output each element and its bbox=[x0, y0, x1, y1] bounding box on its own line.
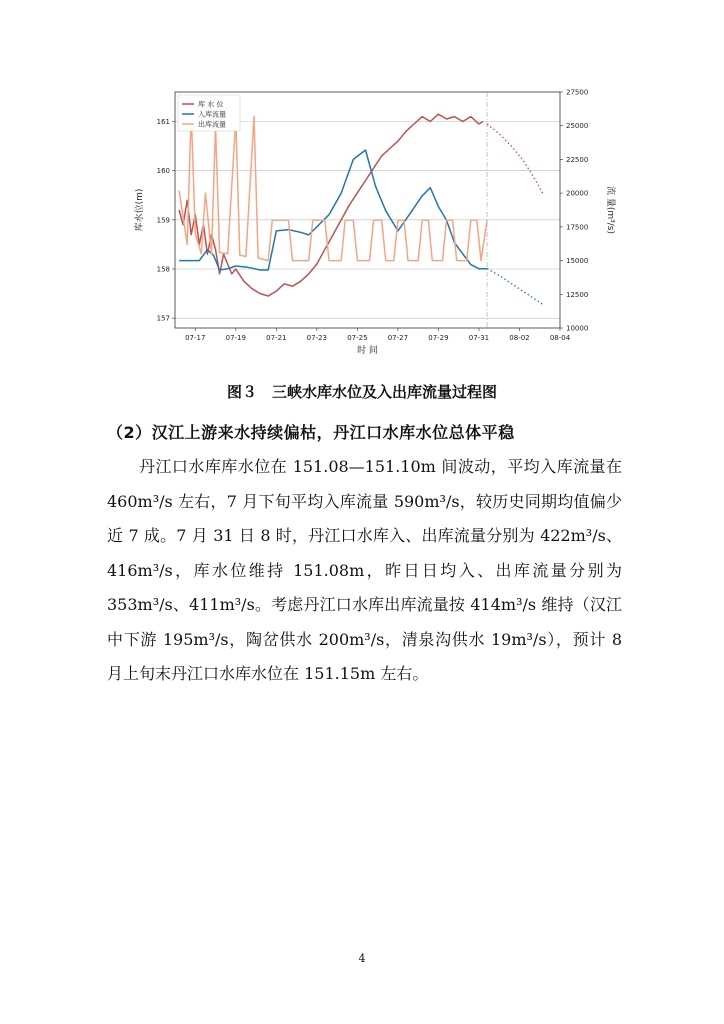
x-tick-label: 07-27 bbox=[387, 334, 409, 342]
right-tick-label: 15000 bbox=[566, 257, 589, 266]
series-line-2 bbox=[179, 112, 487, 260]
x-axis-title: 时 间 bbox=[357, 346, 378, 356]
right-tick-label: 22500 bbox=[566, 155, 589, 164]
page-number: 4 bbox=[358, 952, 366, 965]
right-tick-label: 27500 bbox=[566, 88, 589, 97]
x-tick-label: 07-23 bbox=[306, 334, 328, 342]
legend-label: 入库流量 bbox=[198, 110, 226, 119]
series-line-1 bbox=[179, 150, 487, 270]
chart-svg bbox=[130, 88, 615, 370]
legend-label: 出库流量 bbox=[198, 120, 226, 129]
left-tick-label: 157 bbox=[156, 314, 170, 323]
x-tick-label: 07-21 bbox=[266, 334, 287, 342]
section-heading: （2）汉江上游来水持续偏枯，丹江口水库水位总体平稳 bbox=[107, 423, 515, 442]
series-line-3 bbox=[487, 124, 544, 195]
right-tick-label: 20000 bbox=[566, 189, 589, 198]
x-tick-label: 08-04 bbox=[549, 334, 571, 342]
left-tick-label: 160 bbox=[156, 167, 170, 176]
x-tick-label: 07-29 bbox=[428, 334, 449, 342]
right-axis-title: 流 量(m³/s) bbox=[605, 186, 615, 234]
right-tick-label: 12500 bbox=[566, 290, 589, 299]
x-tick-label: 08-02 bbox=[509, 334, 530, 342]
x-tick-label: 07-19 bbox=[225, 334, 246, 342]
left-tick-label: 161 bbox=[156, 118, 170, 126]
right-tick-label: 25000 bbox=[566, 122, 589, 131]
right-tick-label: 17500 bbox=[566, 223, 589, 232]
legend-label: 库 水 位 bbox=[198, 100, 224, 109]
body-paragraph: 丹江口水库库水位在 151.08—151.10m 间波动，平均入库流量在 460m³/s 左右，7 月下旬平均入库流量 590m³/s，较历史同期均值偏少近 7 成。7 月 31 日 8 时，丹江口水库入、出库流量分别为 422m³/s、416m³/s，库水位维持 151.08m，昨日日均入、出库流量分别为 353m³/s、411m³/s。考虑丹江口水库出库流量按 414m³/s 维持（汉江中下游 195m³/s，陶岔供水 200m³/s，清泉沟供水 19m³/s），预计 8 月上旬末丹江口水库水位在 151.15m 左右。 bbox=[107, 457, 622, 683]
reservoir-chart bbox=[130, 88, 615, 370]
series-line-4 bbox=[487, 269, 544, 305]
left-tick-label: 159 bbox=[156, 216, 170, 225]
x-tick-label: 07-31 bbox=[468, 334, 490, 342]
left-axis-title: 库水位(m) bbox=[135, 188, 145, 232]
x-tick-label: 07-17 bbox=[185, 334, 206, 342]
figure-caption: 图３ 三峡水库水位及入出库流量过程图 bbox=[226, 383, 497, 401]
right-tick-label: 10000 bbox=[566, 324, 589, 333]
left-tick-label: 158 bbox=[156, 265, 170, 274]
x-tick-label: 07-25 bbox=[347, 334, 368, 342]
